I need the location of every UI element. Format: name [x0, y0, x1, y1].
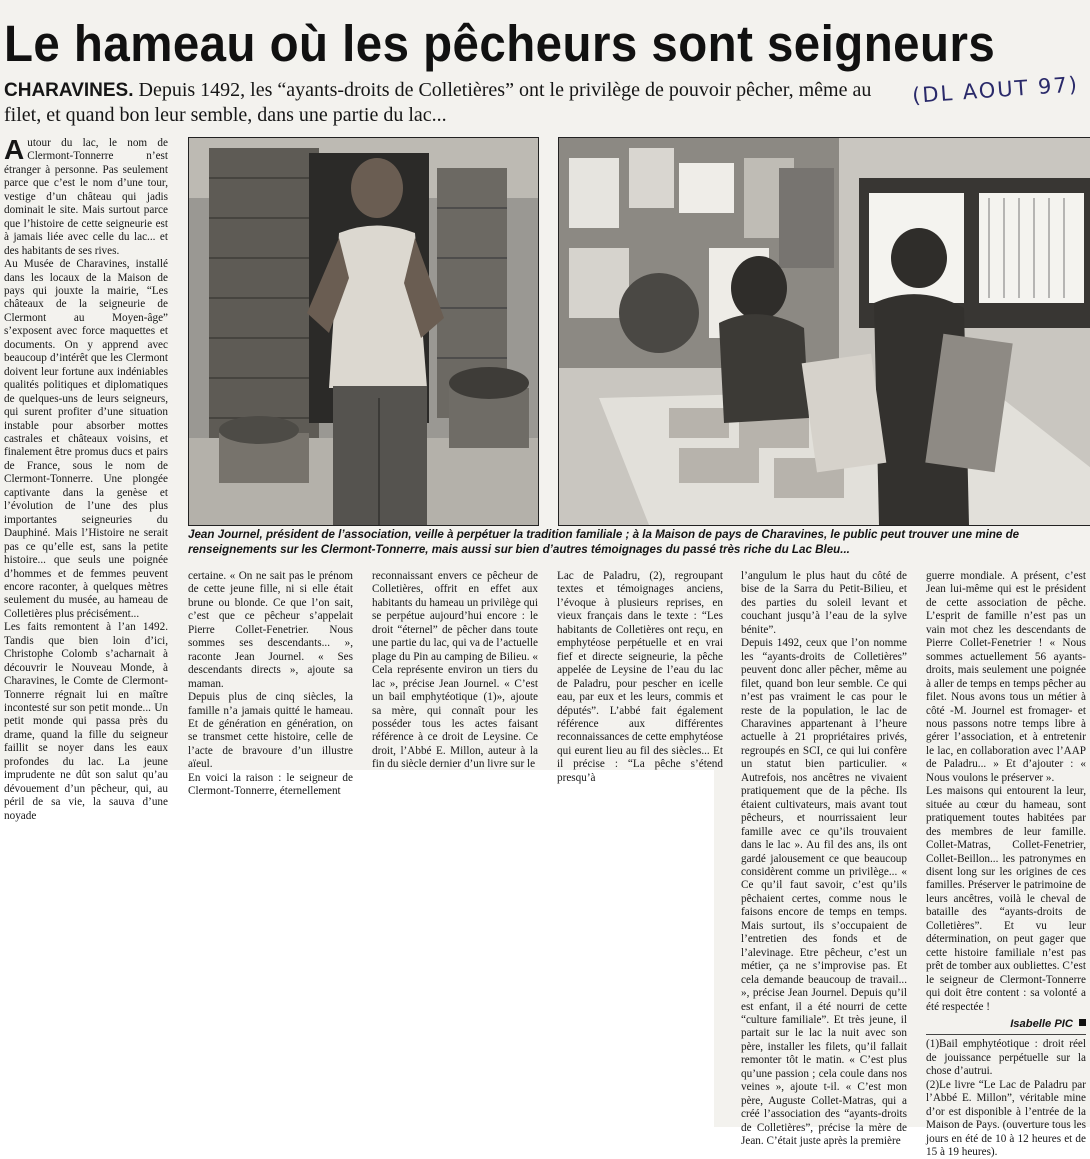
col4-paragraph-1: Lac de Paladru, (2), regroupant textes et témoignages anciens, l’évoque à plusieurs reprises, en vieux français dans le texte : “Les habitants de Colletières ont reçu, en emphytéose perpétuelle et en vrai fief et directe seigneurie, la pêche appelée de Leysine de l’eau du lac de Paladru, pour pescher en icelle eau, par eux et les leurs, commis et députés”. L’abbé fait également référence aux différentes reconnaissances de cette emphytéose qui eurent lieu au fil des siècles... Et il précise : “La pêche s’étend presqu’à [557, 570, 723, 784]
footnote-1: (1)Bail emphytéotique : droit réel de jouissance perpétuelle sur la chose d’autrui. [926, 1038, 1086, 1078]
byline [926, 1018, 1086, 1031]
col3-paragraph-1: reconnaissant envers ce pêcheur de Colletières, offrit en effet aux habitants du hameau un privilège qui se perpétue aujourd’hui encore : le droit “éternel” de pêcher dans toute une partie du lac, qui va de l’actuelle plage du Pin au camping de Bilieu. « Cela représente environ un tiers du lac », précise Jean Journel. « C’est un bail emphytéotique (1)», ajoute sa mère, qui connaît pour les posséder tous les actes faisant référence à ce droit de Leysine. Ce droit, l’Abbé E. Millon, auteur à la fin du siècle dernier d’un livre sur le [372, 570, 538, 771]
handwritten-note: (DL AOUT 97) [911, 72, 1080, 108]
footnote-rule [926, 1034, 1086, 1035]
photo-museum [558, 137, 1090, 526]
lead-place: CHARAVINES. [4, 80, 134, 101]
article-column-3 [372, 570, 538, 772]
article-column-6 [926, 570, 1086, 1159]
blank-area [0, 770, 714, 1127]
col5-paragraph-2: Depuis 1492, ceux que l’on nomme les “ayants-droits de Colletières” peuvent donc aller pêcher, même au filet, quand bon leur semble. Ce qui n’est pas vraiment le cas pour le reste de la population, le lac de Charavines appartenant à l’heure actuelle à 21 propriétaires privés, regroupés en SCI, ce qui lui confère un statut bien particulier. « Autrefois, nos ancêtres ne vivaient pratiquement que de la pêche. Ils étaient cultivateurs, mais avant tout pêcheurs, et nourrissaient leur famille avec ce qu’ils trouvaient dans le lac ». Au fil des ans, ils ont gardé jalousement ce que beaucoup considèrent comme un privilège... « Ce qu’il faut savoir, c’est qu’ils pêchaient certes, comme nous le faisons encore de temps en temps. Mais surtout, ils s’occupaient de l’entretien des fonds et de l’alevinage. Etre pêcheur, c’est un métier, ça ne s’improvise pas. Et cela demande beaucoup de travail... », précise Jean Journel. Depuis qu’il est enfant, il a été nourri de cette “culture familiale”. Et très jeune, il partait sur le lac la nuit avec son père, installer les filets, qu’il fallait remonter tôt le matin. « C’est plus qu’une passion ; cela coule dans nos veines », ajoute t-il. « C’est mon père, Auguste Collet-Matras, qui a créé l’association des “ayants-droits de Colletières”, précise la mère de Jean. C’était juste après la première [741, 637, 907, 1148]
dropcap: A [4, 134, 25, 165]
col6-paragraph-1: guerre mondiale. A présent, c’est Jean lui-même qui est le président de cette association de pêche. L’esprit de famille n’est pas un vain mot chez les descendants de Pierre Collet-Fenetrier ! « Nous sommes actuellement 56 ayants-droits, mais seulement une poignée à aller de temps en temps pêcher au filet. Nous avons tous un métier à côté -M. Journel est fromager- et nous passons notre temps libre à gérer l’association, et à entretenir le lac, en collaboration avec l’AAP de Paladru... » Et d’ajouter : « Nous voulons le préserver ». [926, 570, 1086, 784]
col1-paragraph-2: Au Musée de Charavines, installé dans les locaux de la Maison de pays qui jouxte la mairie, “Les châteaux de la seigneurie de Clermont au Moyen-âge” s’exposent avec force maquettes et documents. On y apprend avec beaucoup d’intérêt que les Clermont doivent leur fortune aux indéniables qualités politiques et diplomatiques de quelques-uns de leurs seigneurs, qui surent profiter d’une situation instable pour absorber mottes castrales et châteaux voisins, et finalement être promus ducs et pairs de France, sous le nom de Clermont-Tonnerre. Une plongée captivante dans la genèse et l’évolution de l’une des plus importantes seigneuries du Dauphiné. Mais l’Histoire ne serait pas ce qu’elle est, sans la petite histoire... que seuls une poignée d’hommes et de femmes peuvent encore raconter, à quelques mètres seulement du musée, au hameau de Colletières plus précisément... [4, 258, 168, 620]
col2-paragraph-1: certaine. « On ne sait pas le prénom de cette jeune fille, ni si elle était brune ou blonde. Ce que l’on sait, c’est que ce pêcheur s’appelait Pierre Collet-Fenetrier. Nous sommes ses descendants... », raconte Jean Journel. « Ses descendants directs », ajoute sa maman. [188, 570, 353, 690]
museum-illustration [559, 138, 1090, 525]
end-mark [1079, 1019, 1086, 1026]
col1-paragraph-3: Les faits remontent à l’an 1492. Tandis que bien loin d’ici, Christophe Colomb s’acharnait à découvrir le Nouveau Monde, à Charavines, le Comte de Clermont-Tonnerre régnait lui en maître incontesté sur son petit monde... Un petit monde qui passa près du drame, quand la fille du seigneur faillit se noyer dans les eaux profondes du lac. La jeune imprudente ne dût son salut qu’au dévouement d’un pêcheur, qui, au péril de sa vie, la sauva d’une noyade [4, 621, 168, 822]
col5-paragraph-1: l’angulum le plus haut du côté de bise de la Sarra du Petit-Bilieu, et des parties du soleil levant et couchant jusqu’à l’eau de la sylve bénite”. [741, 570, 907, 636]
fisherman-illustration [189, 138, 538, 525]
footnote-2: (2)Le livre “Le Lac de Paladru par l’Abbé E. Millon”, véritable mine d’or est disponible à l’entrée de la Maison de Pays. (ouverture tous les jours en été de 10 à 12 heures et de 15 à 19 heures). [926, 1078, 1086, 1159]
col2-paragraph-3: En voici la raison : le seigneur de Clermont-Tonnerre, éternellement [188, 771, 353, 798]
photo-fisherman [188, 137, 539, 526]
photo-caption: Jean Journel, président de l’association, veille à perpétuer la tradition familiale ; à la Maison de pays de Charavines, le public peut trouver une mine de renseignements sur les Clermont-Tonnerre, mais aussi sur bien d’autres témoignages du passé très riche du Lac Bleu... [188, 528, 1020, 556]
col1-paragraph-1: utour du lac, le nom de Clermont-Tonnerre n’est étranger à personne. Pas seulement parce que c’est le nom d’une tour, vestige d’un château qui jadis dominait le site. Mais surtout parce que l’histoire de cette seigneurie est à jamais liée avec celle du lac... et des habitants de ses rives. [4, 137, 168, 257]
article-column-2 [188, 570, 353, 799]
article-column-4 [557, 570, 723, 785]
col6-paragraph-2: Les maisons qui entourent la leur, située au cœur du hameau, sont pratiquement toutes habitées par des membres de leur famille. Collet-Matras, Collet-Fenetrier, Collet-Beillon... les patronymes en disent long sur les origines de ces familles. Préserver le patrimoine de leurs ancêtres, voilà le cheval de bataille des “ayants-droits de Colletières”. Et vu leur détermination, on peut gager que cette histoire familiale n’est pas prêt de tomber aux oubliettes. C’est le seigneur de Clermont-Tonnerre qui doit être content : sa volonté a été respectée ! [926, 785, 1086, 1013]
lead-text: Depuis 1492, les “ayants-droits de Colletières” ont le privilège de pouvoir pêcher, même au filet, et quand bon leur semble, dans une partie du lac... [4, 79, 872, 126]
lead-paragraph [4, 78, 904, 127]
author-name: Isabelle PIC [1010, 1017, 1073, 1030]
headline: Le hameau où les pêcheurs sont seigneurs [4, 15, 996, 72]
article-column-1 [4, 134, 168, 823]
article-column-5 [741, 570, 907, 1148]
col2-paragraph-2: Depuis plus de cinq siècles, la famille n’a jamais quitté le hameau. Et de génération en génération, on se transmet cette histoire, celle de l’acte de bravoure d’un illustre aïeul. [188, 691, 353, 771]
